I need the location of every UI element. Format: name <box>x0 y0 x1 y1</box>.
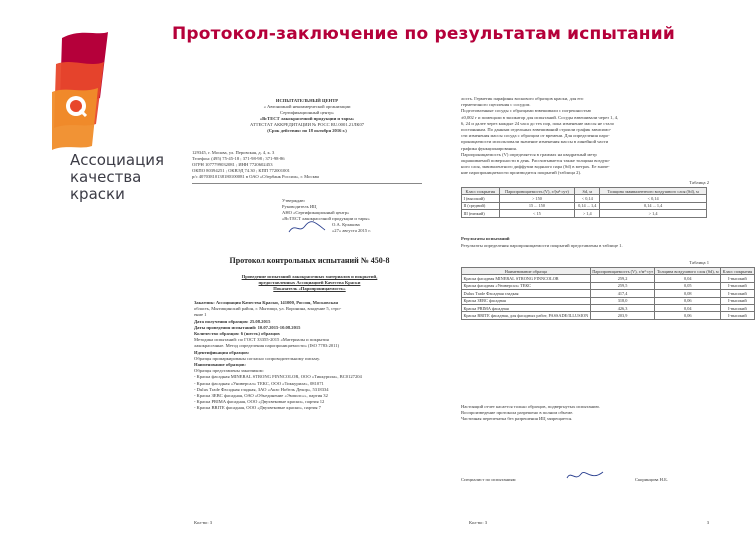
method-text <box>461 96 709 177</box>
logo-caption <box>70 152 164 203</box>
table-cell: I (высокий) <box>462 195 500 202</box>
table-cell: 318,0 <box>590 297 655 304</box>
table-cell: 259,5 <box>590 282 655 289</box>
logo-line-3: краски <box>70 185 125 203</box>
column-header: Паропроницаемость (V), г/(м²·сут) <box>499 188 575 195</box>
table-caption: Таблица 1 <box>689 260 709 265</box>
table-cell: 426,3 <box>590 304 655 311</box>
center-heading: ИСПЫТАТЕЛЬНЫЙ ЦЕНТР <box>275 98 339 103</box>
table-cell: 417,4 <box>590 290 655 297</box>
method-line: Паропроницаемость (V) определяется в граммах на квадратный метр <box>461 151 597 157</box>
protocol-body <box>194 300 434 412</box>
table-cell: > 150 <box>499 195 575 202</box>
header-line: «ВсТЕСТ лакокрасочной продукции и тары» <box>259 116 355 121</box>
protocol-title: Протокол контрольных испытаний № 450-8 <box>229 256 390 265</box>
table-cell: Краска BRITE фасадная, для фасадных работ, PASSADE/ILLUSION <box>463 313 589 319</box>
results-intro: Результаты определения паропроницаемости покрытий представлены в таблице 1. <box>461 243 623 248</box>
body-line: - Краска PRIMA фасадная, ООО «Двухвековые краски», партия 12 <box>194 399 325 405</box>
column-header: Наименование образца <box>462 268 591 275</box>
method-line: 6, 24 и далее через каждые 24 часа до тех пор, пока изменение массы не стало <box>461 120 615 126</box>
table-cell: 0,06 <box>655 297 721 304</box>
address-line: ОГРН 1077799032081 ; ИНН 7720602453 <box>192 162 273 167</box>
table-cell: > 1,4 <box>600 210 707 217</box>
table-row <box>462 202 707 209</box>
table-cell: 0,06 <box>655 312 721 319</box>
method-line: графика функционирования. <box>461 145 517 151</box>
body-line: Количество образцов: 6 (шесть) образцов <box>194 331 280 337</box>
address-line: Телефон: (495) 75-45-18 ; 371-98-98 ; 371-98-86 <box>192 156 285 161</box>
table-caption: Таблица 2 <box>689 180 709 185</box>
body-line: Наименование образцов: <box>194 362 246 368</box>
table-row <box>462 304 755 311</box>
table-row <box>462 195 707 202</box>
logo-line-1: Ассоциация <box>70 151 165 169</box>
table-cell: I-высокий <box>721 304 755 311</box>
table-cell: < 0,14 <box>575 195 600 202</box>
protocol-subtitle: Проведение испытаний лакокрасочных материалов и покрытий, <box>241 274 378 279</box>
table-cell: I-высокий <box>721 290 755 297</box>
table-row <box>462 312 755 319</box>
note-line: Воспроизведение протокола разрешено в полном объеме. <box>461 410 574 416</box>
note-line: Частичная перепечатка без разрешения ИЦ запрещается. <box>461 416 573 422</box>
protocol-page-right <box>455 88 753 534</box>
note-line: Настоящий отчет касается только образцов, подвергнутых испытанию. <box>461 404 601 409</box>
results-heading: Результаты испытаний <box>461 236 510 241</box>
header-line: АТТЕСТАТ АККРЕДИТАЦИИ № РОСС RU.0001.21ЛК07 <box>249 122 365 127</box>
header-line: Сертификационный центр» <box>280 110 334 115</box>
method-line: Подготовленные сосуды с образцами взвешивали с погрешностью <box>461 108 592 114</box>
body-line: Дата получения образцов: 25.08.2015 <box>194 318 271 324</box>
table-cell: 0,04 <box>655 275 721 282</box>
table-cell: > 1,4 <box>575 210 600 217</box>
column-header: Sd, м <box>575 188 600 195</box>
method-line: герметичного сцепления с сосудом. <box>461 102 531 108</box>
table-cell: Краска PRIMA фасадная <box>462 304 591 311</box>
header-line: (Срок действия: по 18 октября 2016 г.) <box>267 128 347 133</box>
body-line: Образцы промаркированы согласно сопроводительному письму. <box>194 355 320 361</box>
divider <box>192 183 422 184</box>
signature-icon <box>565 468 605 484</box>
protocol-page-left <box>172 88 442 534</box>
table-cell: 259,2 <box>590 275 655 282</box>
approval-line: О.А. Кулакова <box>332 222 360 227</box>
approval-line: «27» августа 2015 г. <box>332 228 371 233</box>
table-cell: I-высокий <box>721 282 755 289</box>
column-header: Класс покрытия <box>722 268 753 274</box>
method-line: сти изменения массы сосуда с образцом от времени. Для определения паро- <box>461 133 610 139</box>
logo-line-2: качества <box>70 168 142 186</box>
table-cell: III (низкий) <box>462 210 500 217</box>
body-line: Образцы представлены заказчиком: <box>194 368 264 374</box>
page-footer: Кол-во: 3 <box>194 520 213 525</box>
table-row <box>462 282 755 289</box>
body-line: - Краска BRITE фасадная, ООО «Двухвековые краски», партия 7 <box>194 405 321 411</box>
table-cell: Краска фасадная «Универсал» ТЕКС <box>462 282 591 289</box>
table-cell: < 0,14 <box>600 195 707 202</box>
body-line: лакокрасочные. Метод определения паропроницаемости» (ISO 7783:2011) <box>194 343 340 349</box>
body-line: Методика испытаний: по ГОСТ 33355-2015 «Материалы и покрытия <box>194 337 329 343</box>
table-cell: 0,14 ... 1,4 <box>600 202 707 209</box>
body-line: ение 1 <box>194 312 207 318</box>
signer-role: Специалист по испытаниям <box>461 477 516 482</box>
table-row <box>462 275 755 282</box>
page-footer: Кол-во: 3 <box>469 520 488 525</box>
body-line: область, Мытищинский район, г. Мытищи, ул. Воронина, владение 5, стро- <box>194 306 342 312</box>
header-line: « Автономной некоммерческой организации <box>263 104 351 109</box>
method-line: ±0,002 г и помещали в эксикатор для испытаний. Сосуды взвешивали через 1, 4, <box>461 114 619 120</box>
protocol-subtitle: Показатель «Паропроницаемость» <box>273 286 346 291</box>
body-line: - Краска фасадная MINERAL STRONG FINNCOLOR, ООО «Тиккурила», ВС0127204 <box>194 374 362 380</box>
method-line: лость. Герметик парафины воскового образцов краски, для его <box>461 96 584 101</box>
table-row <box>462 210 707 217</box>
table-cell: I-высокий <box>721 297 755 304</box>
table-cell: 0,04 <box>655 304 721 311</box>
table-row <box>462 290 755 297</box>
protocol-subtitle: предоставленных Ассоциацией Качества Краски <box>258 280 361 285</box>
column-header: Класс покрытия <box>462 188 500 195</box>
signer-name: Скоринцова Н.Б. <box>635 477 668 482</box>
method-line: ного слоя, эквивалентного диффузии водяного пара (Sd) в метрах. Ее значе- <box>461 164 610 170</box>
paint-swatch-logo-icon <box>52 28 112 153</box>
table-cell: 0,08 <box>655 290 721 297</box>
body-line: Заказчик: Ассоциация Качества Краски, 141000, Россия, Московская <box>194 300 338 305</box>
signature-icon <box>287 220 327 236</box>
address-line: 129345, г. Москва, ул. Перовская, д. 4, к. 3 <box>192 150 275 155</box>
table-cell: 0,05 <box>655 282 721 289</box>
body-line: Идентификация образцов: <box>194 349 250 355</box>
table-cell: II (средний) <box>462 202 500 209</box>
notes <box>461 404 709 423</box>
approval-line: Руководитель ИЦ <box>282 204 317 209</box>
slide-title: Протокол-заключение по результатам испытаний <box>172 24 675 44</box>
method-line: ние паропроницаемости производится покрытий (таблица 2). <box>461 170 582 176</box>
column-header: Паропроницаемость (V), г/м²·сут <box>592 268 653 274</box>
table-cell: Краска фасадная MINERAL STRONG FINNCOLOR <box>462 275 591 282</box>
approval-line: АНО «Сертификационный центр» <box>282 210 350 215</box>
body-line: - Dulux Trade Фасадная гладкая, ЗАО «Акзо Нобель Декор», 5318334 <box>194 386 329 392</box>
table-cell: I-высокий <box>721 312 755 319</box>
table-row <box>462 297 755 304</box>
address-line: ОКПО 80394251 ; ОКВЭД 74.30 ; КПП 772001001 <box>192 168 290 173</box>
table-cell: Краска ЗЕВС фасадная <box>462 297 591 304</box>
table-cell: I-высокий <box>721 275 755 282</box>
results-table <box>461 267 755 320</box>
table-cell: 15 ... 150 <box>499 202 575 209</box>
approval-line: «ВсТЕСТ лакокрасочной продукции и тары» <box>282 216 370 221</box>
method-line: окрашиваемой поверхности в день. Рассчитывается также толщина воздуш- <box>461 158 611 164</box>
body-line: Даты проведения испытаний: 10.07.2015-10.08.2015 <box>194 324 301 330</box>
page-number: 3 <box>706 520 709 525</box>
table-cell: < 15 <box>499 210 575 217</box>
column-header: Толщина воздушного слоя (Sd), м <box>656 268 719 274</box>
body-line: - Краска ЗЕВС фасадная, ОАО «Объединение «Эмпилс»», партия 32 <box>194 393 328 399</box>
address-line: р/с 40703810138180100081 в ОАО «Сбербанк России», г. Москва <box>192 174 319 179</box>
classification-table <box>461 187 707 218</box>
method-line: проницаемости использовали значение изменения массы в линейной части <box>461 139 609 145</box>
method-line: постоянным. По данным отдельных взвешиваний строили график зависимо- <box>461 127 612 133</box>
column-header: Толщина эквивалентного воздушного слоя (Sd), м <box>600 188 707 195</box>
table-cell: 0,14 ... 1,4 <box>575 202 600 209</box>
body-line: - Краска фасадная «Универсал» ТЕКС, ООО «Тиккурила», 081071 <box>194 380 324 386</box>
table-cell: 203,9 <box>590 312 655 319</box>
table-cell: Dulux Trade Фасадная гладкая <box>462 290 591 297</box>
approval-line: Утверждаю <box>282 198 305 203</box>
